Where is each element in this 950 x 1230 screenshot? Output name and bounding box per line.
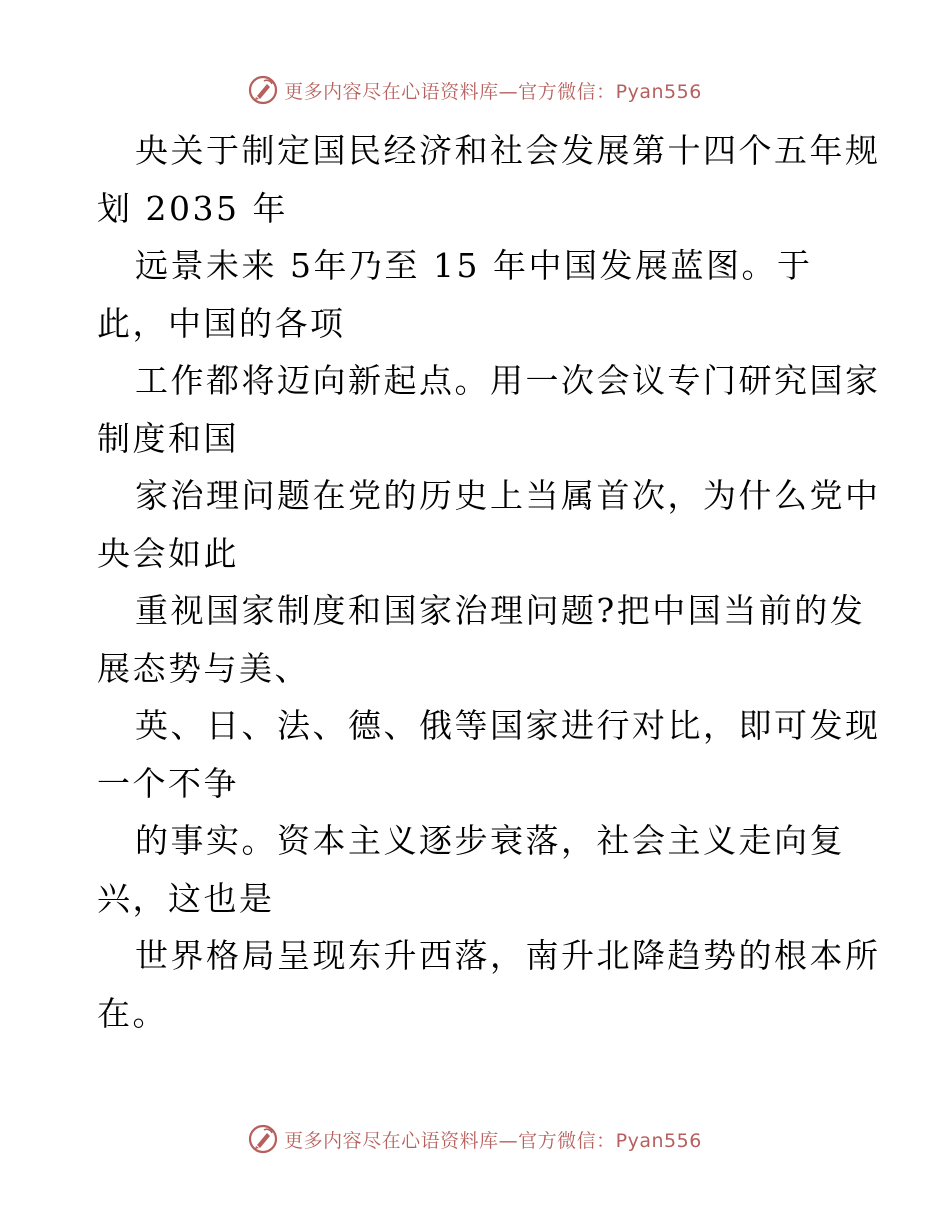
paragraph-line: 世界格局呈现东升西落，南升北降趋势的根本所 xyxy=(135,936,881,975)
paragraph-line: 央会如此 xyxy=(97,533,239,573)
paragraph-line: 一个不争 xyxy=(97,763,239,803)
document-body xyxy=(97,122,881,1042)
paragraph-line: 远景未来 5年乃至 15 年中国发展蓝图。于 xyxy=(135,246,813,285)
watermark-text: 更多内容尽在心语资料库—官方微信：Pyan556 xyxy=(284,1129,702,1152)
paragraph-line: 重视国家制度和国家治理问题?把中国当前的发 xyxy=(135,591,866,630)
paragraph-line: 央关于制定国民经济和社会发展第十四个五年规 xyxy=(135,131,881,170)
flame-pen-logo-icon xyxy=(248,75,278,105)
paragraph-line: 展态势与美、 xyxy=(97,648,310,688)
footer-watermark xyxy=(0,1119,950,1159)
paragraph-line: 兴，这也是 xyxy=(97,878,275,918)
flame-pen-logo-icon xyxy=(248,1124,278,1154)
paragraph-line: 的事实。资本主义逐步衰落，社会主义走向复 xyxy=(135,821,845,860)
paragraph-line: 划 2035 年 xyxy=(97,188,288,228)
header-watermark xyxy=(0,70,950,110)
paragraph-line: 工作都将迈向新起点。用一次会议专门研究国家 xyxy=(135,361,881,400)
paragraph-line: 家治理问题在党的历史上当属首次，为什么党中 xyxy=(135,476,881,515)
watermark-text: 更多内容尽在心语资料库—官方微信：Pyan556 xyxy=(284,80,702,103)
paragraph-line: 此，中国的各项 xyxy=(97,303,346,343)
paragraph-line: 制度和国 xyxy=(97,418,239,458)
paragraph-line: 英、日、法、德、俄等国家进行对比，即可发现 xyxy=(135,706,881,745)
paragraph-line: 在。 xyxy=(97,993,168,1033)
